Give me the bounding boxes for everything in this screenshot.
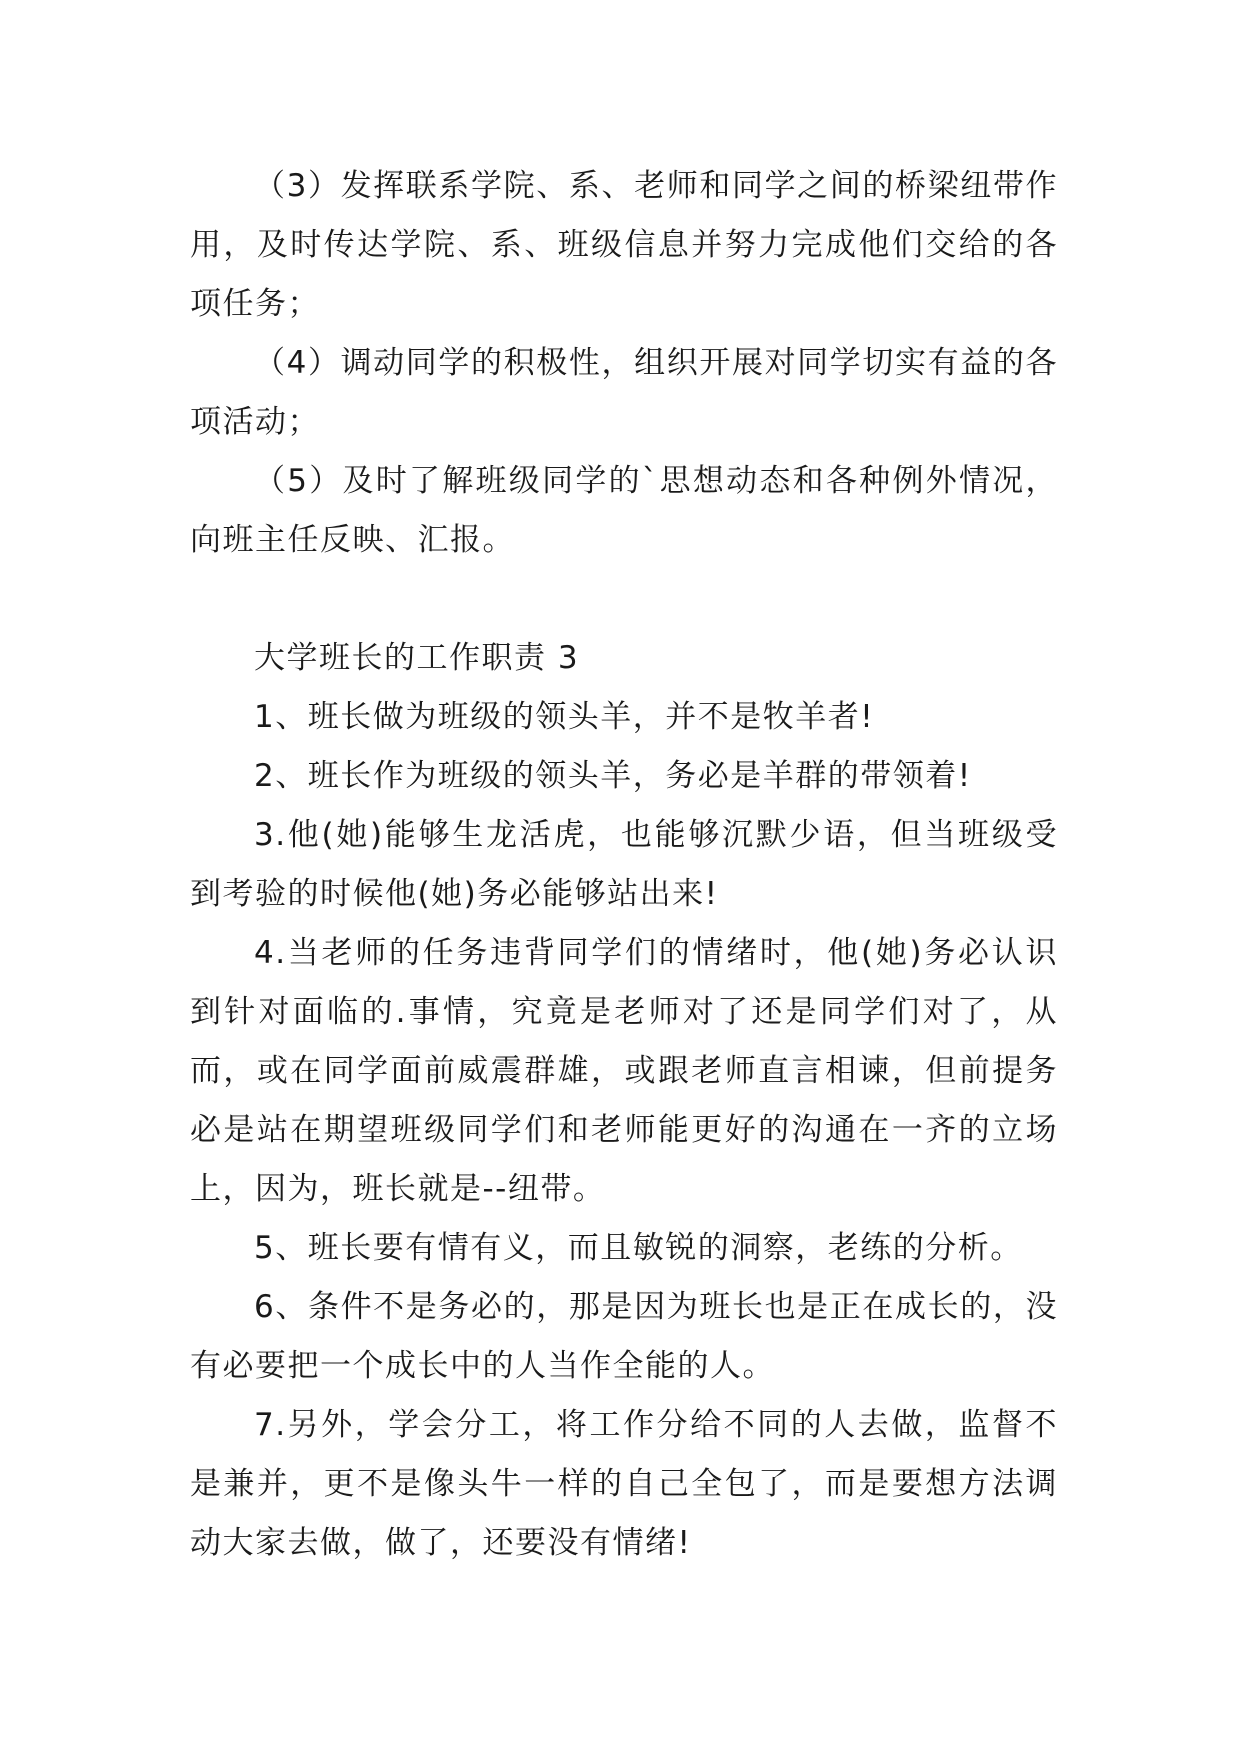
paragraph-item-3: （3）发挥联系学院、系、老师和同学之间的桥梁纽带作用，及时传达学院、系、班级信息并努力完成他们交给的各项任务；	[190, 168, 1058, 322]
duty-item-4: 4.当老师的任务违背同学们的情绪时，他(她)务必认识到针对面临的.事情，究竟是老师对了还是同学们对了，从而，或在同学面前威震群雄，或跟老师直言相谏，但前提务必是站在期望班级同学们和老师能更好的沟通在一齐的立场上，因为，班长就是--纽带。	[190, 935, 1058, 1207]
duty-item-3: 3.他(她)能够生龙活虎，也能够沉默少语，但当班级受到考验的时候他(她)务必能够站出来!	[190, 817, 1058, 912]
paragraph-item-5: （5）及时了解班级同学的`思想动态和各种例外情况，向班主任反映、汇报。	[190, 463, 1058, 558]
paragraph-item-4: （4）调动同学的积极性，组织开展对同学切实有益的各项活动；	[190, 345, 1058, 440]
section-title: 大学班长的工作职责 3	[254, 640, 580, 676]
duty-item-6: 6、条件不是务必的，那是因为班长也是正在成长的，没有必要把一个成长中的人当作全能的人。	[190, 1289, 1058, 1384]
duty-item-5: 5、班长要有情有义，而且敏锐的洞察，老练的分析。	[254, 1230, 1023, 1266]
duty-item-1: 1、班长做为班级的领头羊，并不是牧羊者!	[254, 699, 875, 735]
section-spacer	[190, 570, 1058, 629]
document-body	[190, 157, 1058, 1573]
duty-item-7: 7.另外，学会分工，将工作分给不同的人去做，监督不是兼并，更不是像头牛一样的自己全包了，而是要想方法调动大家去做，做了，还要没有情绪!	[190, 1407, 1058, 1561]
duty-item-2: 2、班长作为班级的领头羊，务必是羊群的带领着!	[254, 758, 972, 794]
